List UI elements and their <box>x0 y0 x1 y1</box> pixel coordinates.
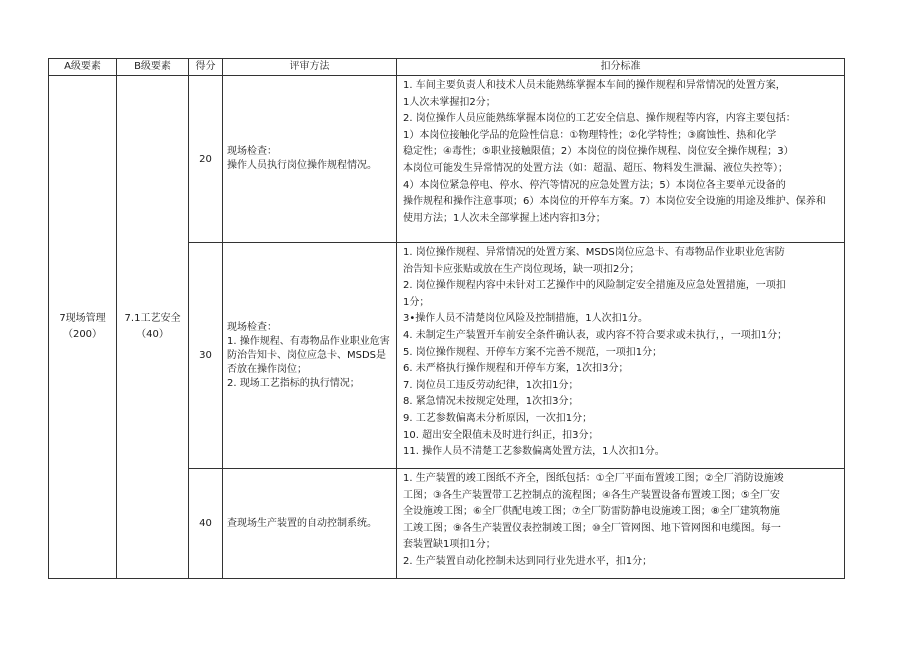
a-element-name: 7现场管理 <box>59 313 106 324</box>
method-line: 现场检查： <box>227 146 277 157</box>
header-b-element: B级要素 <box>117 59 189 76</box>
method-line: 1. 操作规程、有毒物品作业职业危害 <box>227 335 390 347</box>
method-line: 查现场生产装置的自动控制系统。 <box>227 517 377 529</box>
criteria-line: 5. 岗位操作规程、开停车方案不完善不规范，一项扣1分； <box>403 346 663 358</box>
criteria-line: 工图；③各生产装置带工艺控制点的流程图；④各生产装置设备布置竣工图；⑤全厂安 <box>403 489 780 501</box>
method-line: 现场检查： <box>227 321 277 333</box>
criteria-line: 7. 岗位员工违反劳动纪律，1次扣1分； <box>403 379 579 391</box>
b-element-name: 7.1工艺安全 <box>124 313 181 324</box>
criteria-line: 本岗位可能发生异常情况的处置方法（如：超温、超压、物料发生泄漏、液位失控等）； <box>403 162 788 174</box>
criteria-line: 工竣工图；⑨各生产装置仪表控制竣工图；⑩全厂管网图、地下管网图和电缆图。每一 <box>403 522 781 534</box>
b-element-points: （40） <box>136 329 169 340</box>
header-score: 得分 <box>189 59 223 76</box>
score-cell: 40 <box>189 469 223 579</box>
criteria-line: 4）本岗位紧急停电、停水、停汽等情况的应急处置方法；5）本岗位各主要单元设备的 <box>403 179 786 191</box>
score-cell: 30 <box>189 243 223 469</box>
criteria-cell <box>397 243 845 469</box>
criteria-line: 使用方法；1人次未全部掌握上述内容扣3分； <box>403 212 606 224</box>
method-line: 否放在操作岗位； <box>227 363 307 375</box>
header-row <box>49 59 845 76</box>
criteria-line: 11. 操作人员不清楚工艺参数偏离处置方法，1人次扣1分。 <box>403 446 665 458</box>
method-line: 操作人员执行岗位操作规程情况。 <box>227 160 377 171</box>
criteria-line: 2. 岗位操作规程内容中未针对工艺操作中的风险制定安全措施及应急处置措施，一项扣 <box>403 280 786 292</box>
criteria-line: 1人次未掌握扣2分； <box>403 96 496 108</box>
method-line: 2. 现场工艺指标的执行情况； <box>227 377 360 389</box>
criteria-line: 治告知卡应张贴或放在生产岗位现场，缺一项扣2分； <box>403 263 640 275</box>
table-row <box>49 76 845 243</box>
a-element-cell <box>49 76 117 579</box>
method-cell <box>223 469 397 579</box>
method-cell <box>223 76 397 243</box>
criteria-line: 8. 紧急情况未按规定处理，1次扣3分； <box>403 396 579 408</box>
header-a-element: A级要素 <box>49 59 117 76</box>
evaluation-sheet <box>48 58 844 579</box>
method-cell <box>223 243 397 469</box>
criteria-line: 1分； <box>403 296 430 308</box>
score-cell: 20 <box>189 76 223 243</box>
criteria-line: 3•操作人员不清楚岗位风险及控制措施，1人次扣1分。 <box>403 313 648 325</box>
header-criteria: 扣分标准 <box>397 59 845 76</box>
criteria-cell <box>397 469 845 579</box>
criteria-line: 1. 车间主要负责人和技术人员未能熟练掌握本车间的操作规程和异常情况的处置方案， <box>403 80 786 91</box>
criteria-line: 2. 岗位操作人员应能熟练掌握本岗位的工艺安全信息、操作规程等内容，内容主要包括： <box>403 113 796 125</box>
criteria-line: 1. 生产装置的竣工图纸不齐全，图纸包括：①全厂平面布置竣工图；②全厂消防设施竣 <box>403 473 784 484</box>
criteria-line: 4. 未制定生产装置开车前安全条件确认表，或内容不符合要求或未执行，，一项扣1分； <box>403 329 788 341</box>
criteria-line: 6. 未严格执行操作规程和开停车方案，1次扣3分； <box>403 363 629 375</box>
criteria-cell <box>397 76 845 243</box>
criteria-line: 稳定性；④毒性；⑤职业接触限值；2）本岗位的岗位操作规程、岗位安全操作规程；3） <box>403 146 794 158</box>
method-line: 防治告知卡、岗位应急卡、MSDS是 <box>227 349 387 361</box>
criteria-line: 套装置缺1项扣1分； <box>403 539 496 551</box>
criteria-line: 操作规程和操作注意事项；6）本岗位的开停车方案。7）本岗位安全设施的用途及维护、保养和 <box>403 196 826 208</box>
criteria-line: 1. 岗位操作规程、异常情况的处置方案、MSDS岗位应急卡、有毒物品作业职业危害防 <box>403 247 785 258</box>
evaluation-table <box>48 58 845 579</box>
criteria-line: 全设施竣工图；⑥全厂供配电竣工图；⑦全厂防雷防静电设施竣工图；⑧全厂建筑物施 <box>403 506 780 518</box>
criteria-line: 1）本岗位接触化学品的危险性信息：①物理特性；②化学特性；③腐蚀性、热和化学 <box>403 129 777 141</box>
criteria-line: 9. 工艺参数偏离未分析原因，一次扣1分； <box>403 412 593 424</box>
header-method: 评审方法 <box>223 59 397 76</box>
criteria-line: 2. 生产装置自动化控制未达到同行业先进水平，扣1分； <box>403 555 653 567</box>
criteria-line: 10. 超出安全限值未及时进行纠正，扣3分； <box>403 429 599 441</box>
a-element-points: （200） <box>62 329 103 340</box>
b-element-cell <box>117 76 189 579</box>
